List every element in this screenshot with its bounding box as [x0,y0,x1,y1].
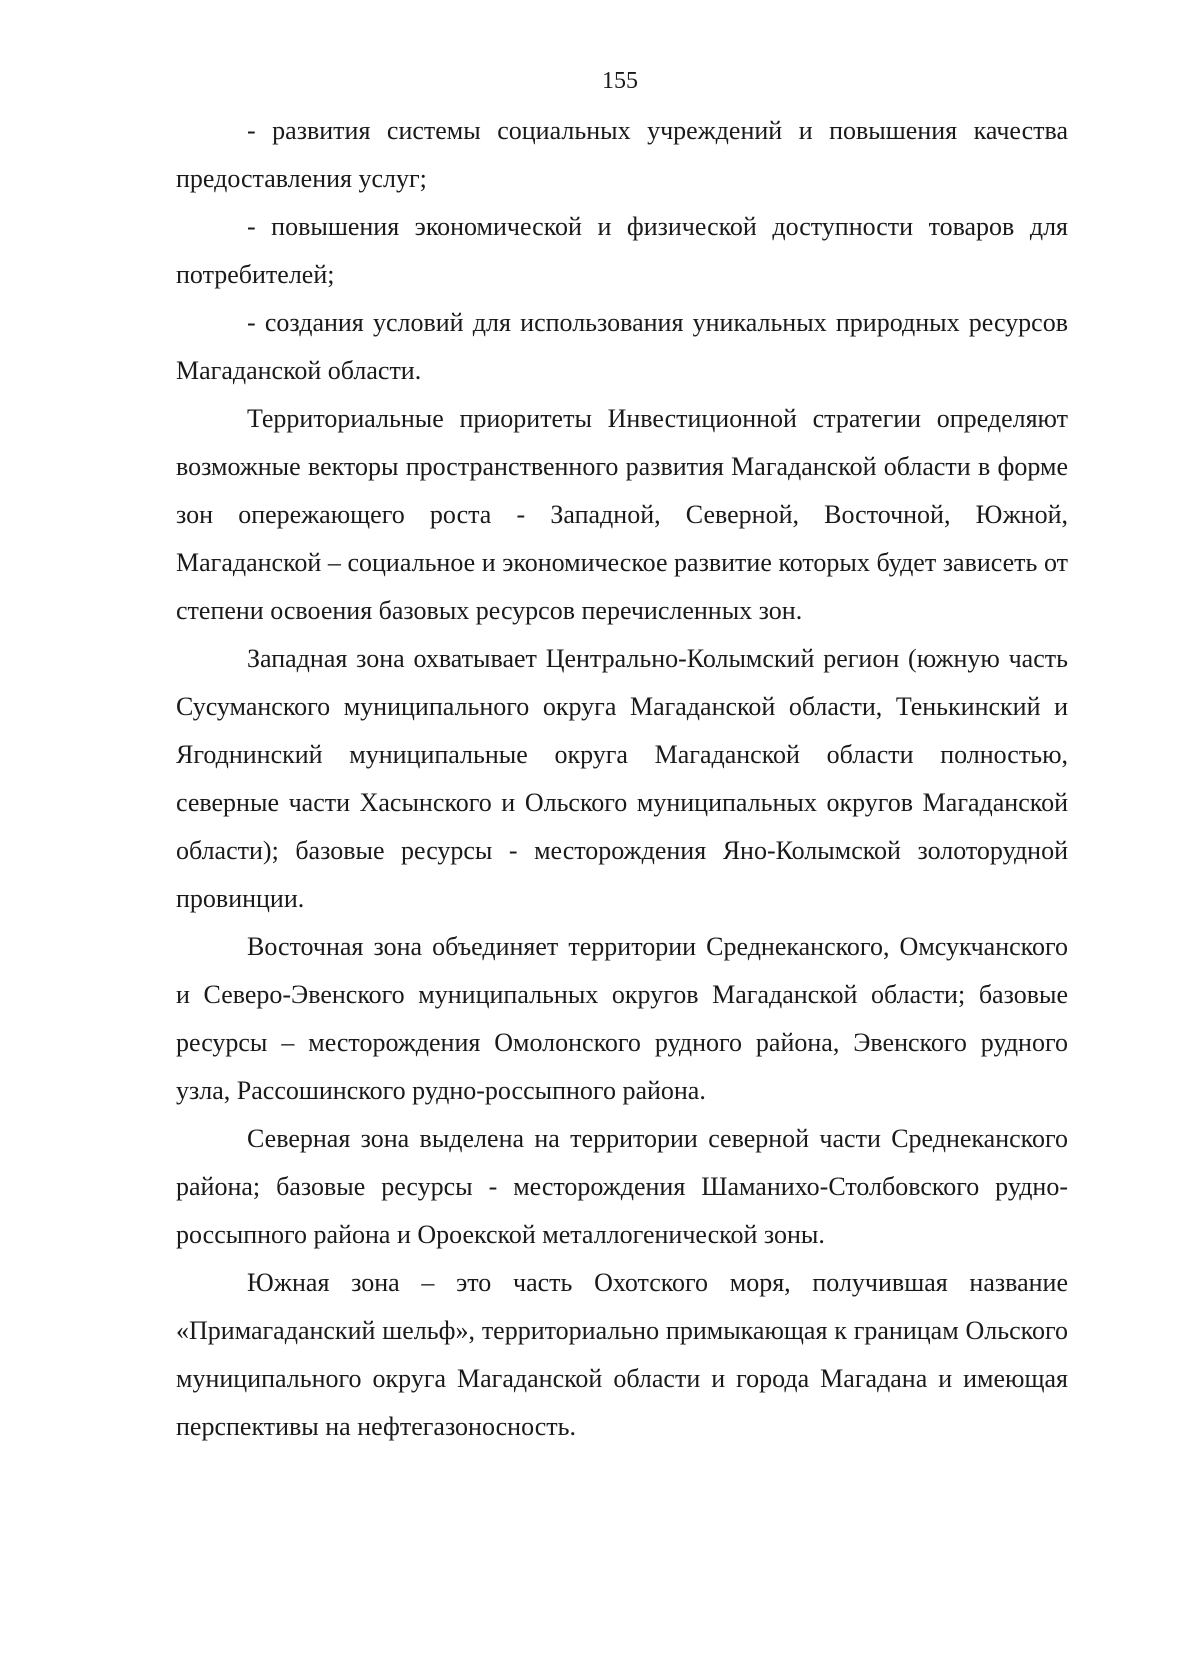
paragraph-southern-zone: Южная зона – это часть Охотского моря, получившая название «Примагаданский шельф», территориально примыкающая к границам Ольского муниципального округа Магаданской области и города Магадана и имеющая перспективы на нефтегазоносность. [176,1268,1068,1441]
paragraph-western-zone: Западная зона охватывает Центрально-Колымский регион (южную часть Сусуманского муниципального округа Магаданской области, Тенькинский и Ягоднинский муниципальные округа Магаданской области полностью, северные части Хасынского и Ольского муниципальных округов Магаданской области); базовые ресурсы - месторождения Яно-Колымской золоторудной провинции. [176,644,1068,913]
paragraph-territorial-priorities: Территориальные приоритеты Инвестиционной стратегии определяют возможные векторы пространственного развития Магаданской области в форме зон опережающего роста - Западной, Северной, Восточной, Южной, Магаданской – социальное и экономическое развитие которых будет зависеть от степени освоения базовых ресурсов перечисленных зон. [176,404,1068,625]
paragraph-northern-zone: Северная зона выделена на территории северной части Среднеканского района; базовые ресурсы - месторождения Шаманихо-Столбовского рудно-россыпного района и Ороекской металлогенической зоны. [176,1124,1068,1249]
paragraph-list-item-3: - создания условий для использования уникальных природных ресурсов Магаданской области. [176,308,1068,385]
body-text [176,107,1068,1451]
paragraph-list-item-2: - повышения экономической и физической доступности товаров для потребителей; [176,212,1068,289]
paragraph-list-item-1: - развития системы социальных учреждений и повышения качества предоставления услуг; [176,116,1068,193]
page-number: 155 [602,68,638,94]
paragraph-eastern-zone: Восточная зона объединяет территории Среднеканского, Омсукчанского и Северо-Эвенского муниципальных округов Магаданской области; базовые ресурсы – месторождения Омолонского рудного района, Эвенского рудного узла, Рассошинского рудно-россыпного района. [176,932,1068,1105]
